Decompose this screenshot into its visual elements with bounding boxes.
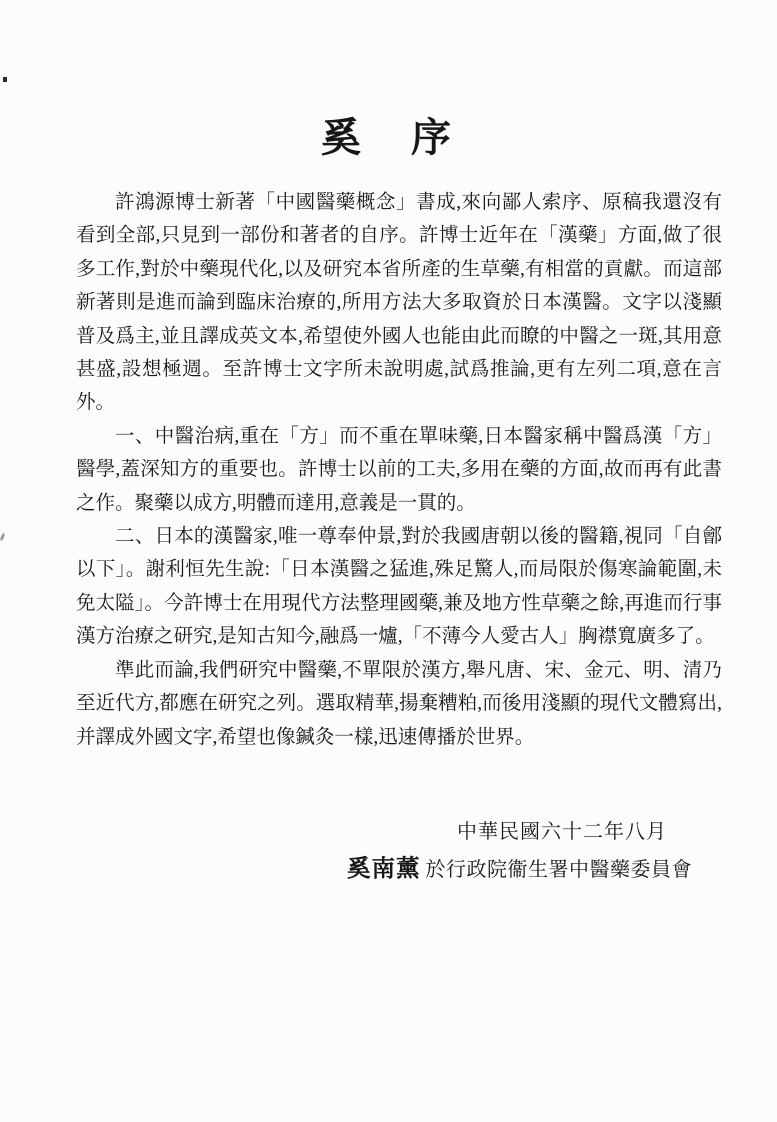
paragraph-4: 準此而論,我們研究中醫藥,不單限於漢方,舉凡唐、宋、金元、明、清乃至近代方,都應在研究之列。選取精華,揚棄糟粕,而後用淺顯的現代文體寫出,并譯成外國文字,希望也像鍼灸一樣,迅速傳播於世界。 <box>76 659 722 748</box>
preface-body <box>76 186 722 754</box>
paragraph-1: 許鴻源博士新著「中國醫藥概念」書成,來向鄙人索序、原稿我還沒有看到全部,只見到一部份和著者的自序。許博士近年在「漢藥」方面,做了很多工作,對於中藥現代化,以及研究本省所產的生草藥,有相當的貢獻。而這部新著則是進而論到臨床治療的,所用方法大多取資於日本漢醫。文字以淺顯普及爲主,並且譯成英文本,希望使外國人也能由此而瞭的中醫之一斑,其用意甚盛,設想極週。至許博士文字所未說明處,試爲推論,更有左列二項,意在言外。 <box>76 192 722 414</box>
preface-title: 奚 序 <box>321 115 456 160</box>
signature-date: 中華民國六十二年八月 <box>457 821 667 843</box>
paragraph-3: 二、日本的漢醫家,唯一尊奉仲景,對於我國唐朝以後的醫籍,視同「自鄶以下」。謝利恒先生說:「日本漢醫之猛進,殊足驚人,而局限於傷寒論範圍,未免太隘」。今許博士在用現代方法整理國藥,兼及地方性草藥之餘,再進而行事漢方治療之研究,是知古知今,融爲一爐,「不薄今人愛古人」胸襟寬廣多了。 <box>76 526 722 648</box>
signature-block <box>347 818 692 885</box>
signature-name: 奚南薰 <box>347 856 421 882</box>
signature-line <box>347 854 692 885</box>
scan-tick-icon <box>0 533 5 542</box>
signature-affiliation: 於行政院衞生署中醫藥委員會 <box>425 859 692 881</box>
paragraph-2: 一、中醫治病,重在「方」而不重在單味藥,日本醫家稱中醫爲漢「方」醫學,蓋深知方的重要也。許博士以前的工夫,多用在藥的方面,故而再有此書之作。聚藥以成方,明體而達用,意義是一貫的。 <box>76 425 722 514</box>
scan-speck-icon <box>3 77 7 82</box>
